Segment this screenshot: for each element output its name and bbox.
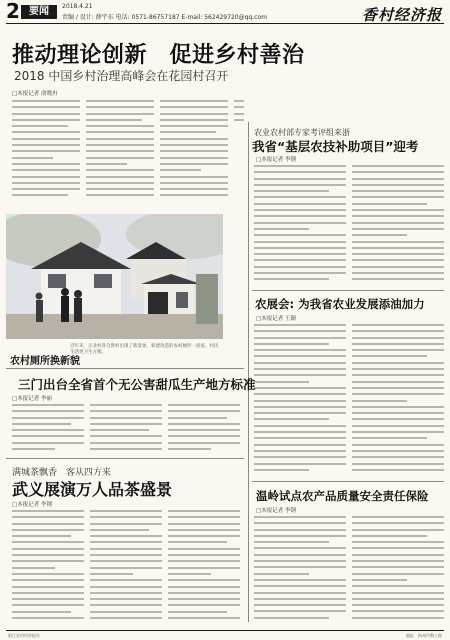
page-footer: [6, 630, 444, 640]
story2-body-column: [168, 404, 240, 456]
sidebar-byline-3: □本报记者 李钢: [256, 508, 296, 514]
section-divider: [6, 458, 244, 459]
story3-byline: □本报记者 李钢: [12, 502, 52, 508]
sidebar-body-column: [352, 516, 444, 626]
masthead: [6, 2, 444, 24]
story3-body-column: [90, 510, 162, 626]
sidebar-headline: 我省“基层农技补助项目”迎考: [252, 139, 419, 154]
sidebar-byline-2: □本报记者 王颖: [256, 316, 296, 322]
village-toilet-illustration: [6, 214, 223, 339]
sidebar-headline-3: 温岭试点农产品质量安全责任保险: [256, 489, 429, 503]
page-number: 2: [6, 0, 20, 23]
editor-contact: 责编 / 设计: 薛宇东 电话: 0571-86757187 E-mail: 562429720@qq.com: [62, 14, 267, 21]
sidebar-kicker: 农业农村部专家考评组来浙: [254, 128, 350, 137]
issue-date: 2018.4.21: [62, 3, 93, 10]
news-photo: [6, 214, 223, 339]
story3-headline: 武义展演万人品茶盛景: [12, 480, 173, 499]
story3-body-column: [168, 510, 240, 626]
sidebar-body-column: [254, 165, 346, 290]
lead-body-column: [12, 100, 80, 205]
section-divider: [6, 368, 244, 369]
story3-body-column: [12, 510, 84, 626]
section-tag: 要闻: [21, 5, 57, 19]
lead-body-column: [234, 100, 244, 205]
photo-caption: 近年来，正北村各自然村出现了新景象，新建改造的农村厕所一座座，村民生活更卫生方便。: [70, 344, 219, 355]
photo-label: 农村厕所换新貌: [10, 356, 80, 367]
paper-name: 香村经济报: [361, 6, 442, 24]
column-divider: [248, 122, 249, 622]
sidebar-body-column: [254, 324, 346, 479]
section-divider: [252, 290, 444, 291]
lead-body-column: [86, 100, 154, 205]
story2-body-column: [90, 404, 162, 456]
sidebar-body-column: [352, 324, 444, 479]
sidebar-body-column: [352, 165, 444, 290]
story3-kicker: 满城茶飘香 客从四方来: [12, 468, 112, 478]
lead-headline: 推动理论创新 促进乡村善治: [12, 43, 305, 68]
lead-body-column: [160, 100, 228, 205]
lead-subhead: 2018 中国乡村治理高峰会在花园村召开: [14, 69, 229, 83]
footer-right: 地址：杭州市教工路: [406, 633, 442, 638]
footer-left: 浙江农村经济报社: [8, 633, 40, 638]
story2-body-column: [12, 404, 84, 456]
sidebar-headline-2: 农展会: 为我省农业发展添油加力: [255, 297, 425, 311]
section-divider: [252, 481, 444, 482]
story2-byline: □本报记者 李丽: [12, 396, 52, 402]
story2-headline: 三门出台全省首个无公害甜瓜生产地方标准: [18, 377, 256, 392]
sidebar-body-column: [254, 516, 346, 626]
lead-byline: □本报记者 俞晓冉: [12, 91, 58, 97]
sidebar-byline: □本报记者 李钢: [256, 157, 296, 163]
